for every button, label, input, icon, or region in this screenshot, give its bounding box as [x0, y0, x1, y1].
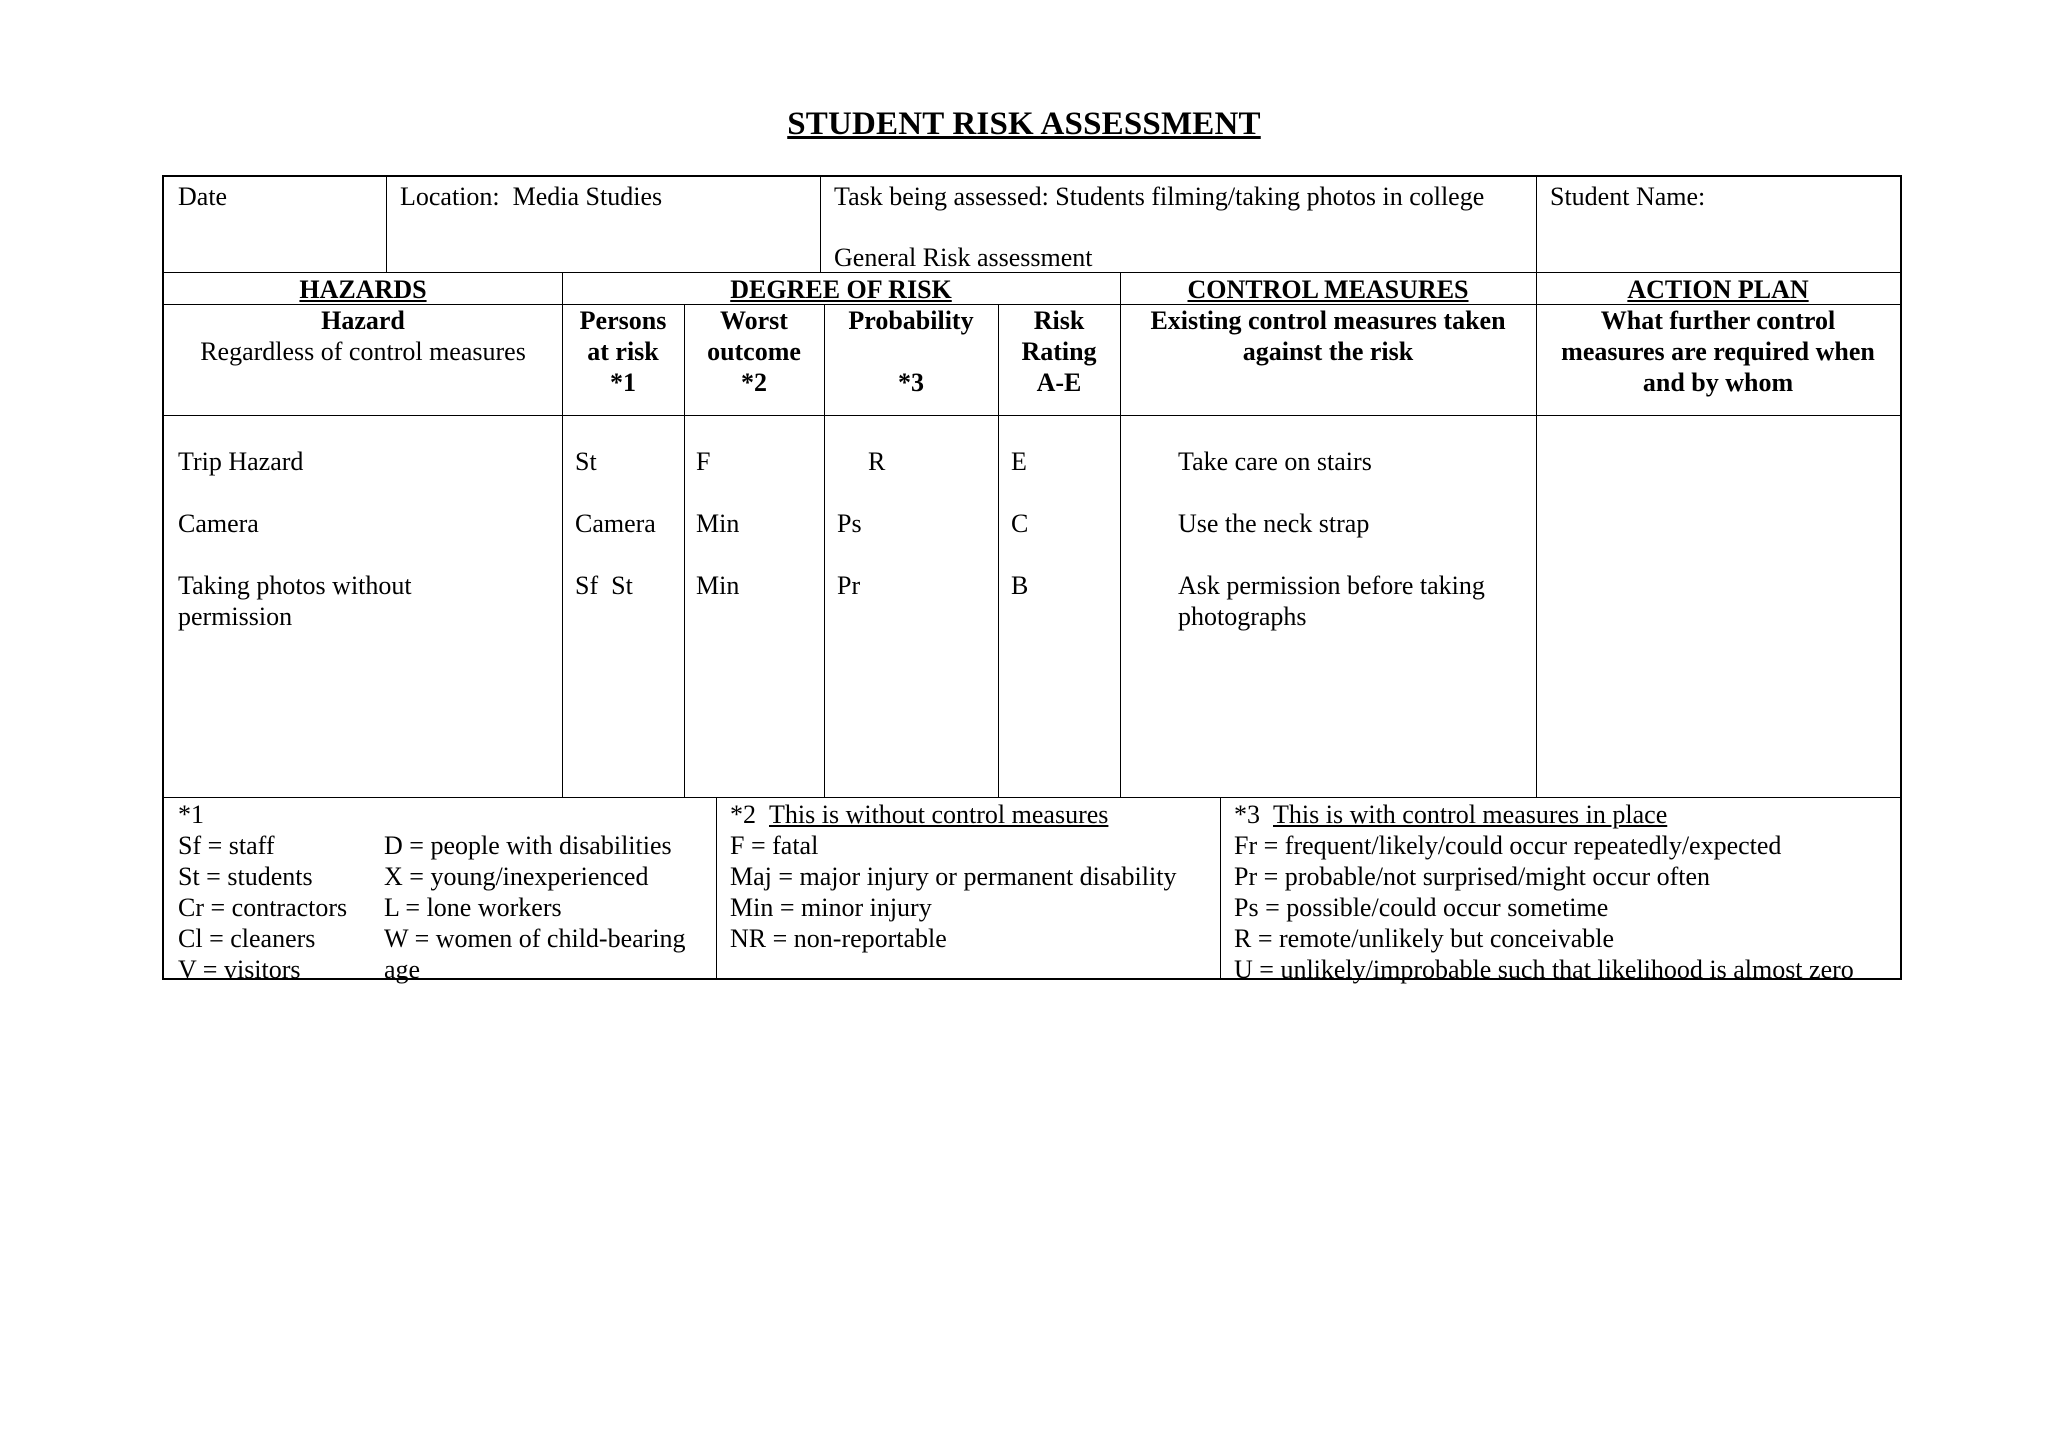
- key2-marker: *2: [730, 800, 756, 829]
- worst-outcome-header: Worst outcome *2: [707, 306, 801, 397]
- control-measure-cell: Use the neck strap: [1178, 509, 1370, 538]
- risk-assessment-table: [162, 175, 1902, 984]
- worst-outcome-cell: Min: [696, 509, 740, 538]
- hazard-header-subtitle: Regardless of control measures: [200, 337, 526, 366]
- task-label: Task being assessed: Students filming/taking photos in college: [834, 182, 1485, 211]
- persons-cell: Camera: [575, 509, 656, 538]
- hazard-cell: Camera: [178, 509, 259, 538]
- key-persons-at-risk: *1 Sf = staff St = students Cr = contractors Cl = cleaners V = visitors D = people with disabilities X = young/inexperienced L = lone workers W = women of child-bearing age: [178, 800, 686, 984]
- risk-rating-cell: E: [1011, 447, 1027, 476]
- col-divider: [1220, 797, 1221, 980]
- existing-controls-header: Existing control measures taken against the risk: [1150, 306, 1506, 366]
- section-action-plan: ACTION PLAN: [1627, 275, 1809, 304]
- worst-outcome-cell: Min: [696, 571, 740, 600]
- col-divider: [820, 177, 821, 272]
- key-probability: *3 This is with control measures in place Fr = frequent/likely/could occur repeatedly/expected Pr = probable/not surprised/might occur often Ps = possible/could occur sometime R = remote/unlikely but conceivable U = unlikely/improbable such that likelihood is almost zero: [1234, 800, 1854, 984]
- student-name-label: Student Name:: [1550, 182, 1706, 211]
- date-label: Date: [178, 182, 228, 211]
- row-divider: [164, 415, 1900, 416]
- persons-cell: St: [575, 447, 597, 476]
- key-worst-outcome: *2 This is without control measures F = fatal Maj = major injury or permanent disability Min = minor injury NR = non-reportable: [730, 800, 1177, 953]
- persons-cell: Sf St: [575, 571, 633, 600]
- section-degree-of-risk: DEGREE OF RISK: [730, 275, 952, 304]
- probability-cell: R: [868, 447, 886, 476]
- key2-title: This is without control measures: [769, 800, 1109, 829]
- page-title: STUDENT RISK ASSESSMENT: [787, 106, 1261, 142]
- further-controls-header: What further control measures are required when and by whom: [1561, 306, 1875, 397]
- location-label: Location: Media Studies: [400, 182, 663, 211]
- control-measure-cell: Take care on stairs: [1178, 447, 1372, 476]
- key3-title: This is with control measures in place: [1273, 800, 1668, 829]
- hazard-header-title: Hazard: [321, 306, 405, 335]
- row-divider: [164, 797, 1900, 798]
- risk-rating-cell: B: [1011, 571, 1029, 600]
- risk-rating-header: Risk Rating A-E: [1021, 306, 1097, 397]
- col-divider: [1536, 177, 1537, 272]
- task-subtitle: General Risk assessment: [834, 243, 1093, 272]
- probability-cell: Pr: [837, 571, 861, 600]
- col-divider: [386, 177, 387, 272]
- section-hazards: HAZARDS: [299, 275, 427, 304]
- worst-outcome-cell: F: [696, 447, 711, 476]
- key1-title: *1: [178, 800, 204, 829]
- probability-header: Probability *3: [848, 306, 974, 397]
- probability-cell: Ps: [837, 509, 862, 538]
- control-measure-cell: Ask permission before taking photographs: [1178, 571, 1485, 631]
- col-divider: [716, 797, 717, 980]
- key3-marker: *3: [1234, 800, 1260, 829]
- persons-at-risk-header: Persons at risk *1: [579, 306, 667, 397]
- hazard-cell: Taking photos without permission: [178, 571, 412, 631]
- risk-rating-cell: C: [1011, 509, 1029, 538]
- hazard-column-header: [164, 305, 562, 367]
- section-control-measures: CONTROL MEASURES: [1187, 275, 1469, 304]
- hazard-cell: Trip Hazard: [178, 447, 304, 476]
